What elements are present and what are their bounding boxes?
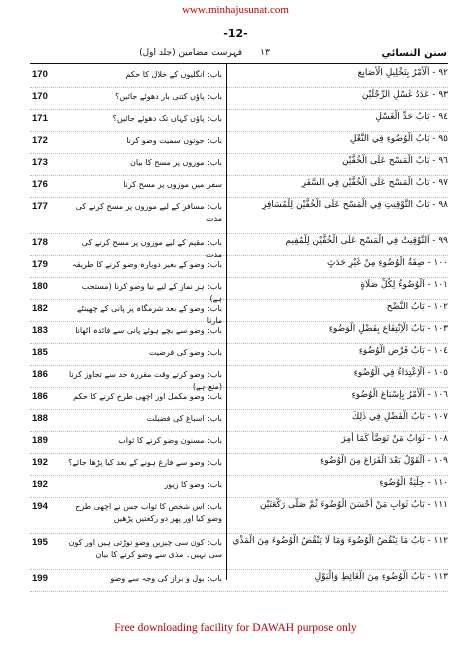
- toc-page-number: 170: [32, 91, 48, 102]
- toc-arabic-text: بَابُ الْوُضُوءِ مِنَ الْغَائِطِ وَالْبَوْلِ: [314, 572, 425, 582]
- toc-urdu-title: باب: وضو کا زیور: [164, 480, 222, 489]
- toc-urdu-title: باب: جوتوں سمیت وضو کرنا: [126, 136, 222, 145]
- toc-arabic-title: ١٠٦ - اَلْأَمْرُ بِإِسْبَاغِ الْوُضُوءِ: [351, 390, 448, 400]
- toc-arabic-text: بَابُ الْمَسْحِ عَلَى الْخُفَّيْنِ: [341, 156, 430, 166]
- toc-arabic-text: بَابُ الْاِنْتِفَاعِ بِفَضْلِ الْوَضُوءِ: [328, 324, 425, 334]
- toc-page-number: 170: [32, 69, 48, 80]
- toc-arabic-title: ٩٩ - اَلتَّوْقِيتُ فِي الْمَسْحِ عَلَى الْخُفَّيْنِ لِلْمُقِيمِ: [285, 236, 448, 246]
- toc-arabic-text: بَابُ ثَوَابِ مَنْ أَحْسَنَ الْوُضُوءَ ثُمَّ صَلَّى رَكْعَتَيْنِ: [259, 500, 425, 510]
- toc-row: [30, 300, 448, 325]
- toc-arabic-title: ٩٣ - عَدَدُ غَسْلِ الرِّجْلَيْنِ: [361, 90, 448, 100]
- toc-row: [30, 534, 448, 570]
- toc-page-number: 199: [32, 573, 48, 584]
- toc-row: [30, 344, 448, 366]
- footer-notice: Free downloading facility for DAWAH purpose only: [114, 622, 357, 634]
- toc-row: [30, 570, 448, 592]
- toc-row: [30, 322, 448, 344]
- toc-entry-number: ٩٩: [438, 236, 448, 246]
- toc-arabic-title: ١٠٨ - ثَوَابُ مَنْ تَوَضَّأَ كَمَا أُمِرَ: [341, 434, 448, 444]
- toc-page-number: 173: [32, 157, 48, 168]
- toc-urdu-title: باب: پاؤں کتنی بار دھوئے جائیں؟: [114, 92, 222, 101]
- toc-arabic-title: ٩٤ - بَابُ حَدِّ الْغَسْلِ: [375, 112, 448, 122]
- toc-row: [30, 66, 448, 88]
- toc-arabic-title: ١١١ - بَابُ ثَوَابِ مَنْ أَحْسَنَ الْوُضُوءَ ثُمَّ صَلَّى رَكْعَتَيْنِ: [259, 500, 448, 510]
- toc-arabic-text: صِفَةُ الْوُضُوءِ مِنْ غَيْرِ حَدَثٍ: [327, 258, 425, 268]
- toc-page-number: 177: [32, 201, 48, 212]
- toc-row: [30, 432, 448, 454]
- toc-entry-number: ١٠٩: [433, 456, 448, 466]
- toc-arabic-title: ١١٣ - بَابُ الْوُضُوءِ مِنَ الْغَائِطِ وَالْبَوْلِ: [314, 572, 448, 582]
- toc-arabic-title: ١٠٤ - بَابُ فَرْضِ الْوُضُوءِ: [358, 346, 448, 356]
- toc-page-number: 192: [32, 479, 48, 490]
- toc-page-number: 186: [32, 369, 48, 380]
- toc-page-number: 192: [32, 457, 48, 468]
- toc-entry-number: ١٠٧: [433, 412, 448, 422]
- toc-page-number: 176: [32, 179, 48, 190]
- toc-urdu-title: باب: کون سی چیزیں وضو توڑتی ہیں اور کون سی نہیں۔ مذی سے وضو کرنے کا بیان: [68, 538, 222, 559]
- toc-row: [30, 110, 448, 132]
- toc-urdu-title: باب: مسافر کے لیے موزوں پر مسح کرنے کی مدت: [75, 202, 222, 223]
- toc-arabic-text: ثَوَابُ مَنْ تَوَضَّأَ كَمَا أُمِرَ: [341, 434, 425, 444]
- toc-page-number: 194: [32, 501, 48, 512]
- toc-arabic-title: ١٠٢ - بَابُ النَّضْحِ: [386, 302, 448, 312]
- toc-urdu-title: باب: مقیم کے لیے موزوں پر مسح کرنے کی مدت: [81, 238, 222, 259]
- toc-entry-number: ٩٦: [438, 156, 448, 166]
- toc-urdu-title: باب: وضو سے بچے ہوئے پانی سے فائدہ اٹھانا: [75, 326, 222, 335]
- toc-arabic-text: بَابُ النَّضْحِ: [386, 302, 425, 312]
- toc-arabic-text: بَابُ حَدِّ الْغَسْلِ: [375, 112, 430, 122]
- toc-entry-number: ١٠٦: [433, 390, 448, 400]
- toc-entry-number: ٩٤: [438, 112, 448, 122]
- toc-row: [30, 388, 448, 410]
- toc-arabic-title: ١٠٠ - صِفَةُ الْوُضُوءِ مِنْ غَيْرِ حَدَثٍ: [327, 258, 448, 268]
- toc-arabic-text: اَلتَّوْقِيتُ فِي الْمَسْحِ عَلَى الْخُفَّيْنِ لِلْمُقِيمِ: [285, 236, 430, 246]
- toc-arabic-title: ١٠٧ - بَابُ الْفَضْلِ فِي ذٰلِكَ: [351, 412, 448, 422]
- toc-arabic-title: ١١٢ - بَابُ مَا يَنْقُضُ الْوُضُوءَ وَمَا لَا يَنْقُضُ الْوُضُوءَ مِنَ الْمَذْيِ: [232, 536, 448, 546]
- toc-row: [30, 366, 448, 391]
- toc-arabic-title: ١٠٣ - بَابُ الْاِنْتِفَاعِ بِفَضْلِ الْوَضُوءِ: [328, 324, 448, 334]
- book-title: سنن النسائي: [381, 48, 447, 59]
- toc-entry-number: ٩٨: [438, 200, 448, 210]
- toc-arabic-text: بَابُ الْفَضْلِ فِي ذٰلِكَ: [351, 412, 425, 422]
- toc-urdu-title: سفر میں موزوں پر مسح کرنا: [123, 180, 222, 189]
- toc-arabic-text: بَابُ الْمَسْحِ عَلَى الْخُفَّيْنِ فِي السَّفَرِ: [301, 178, 430, 188]
- toc-page-number: 195: [32, 537, 48, 548]
- toc-page-number: 180: [32, 281, 48, 292]
- toc-entry-number: ١٠٣: [433, 324, 448, 334]
- toc-arabic-text: اَلْأَمْرُ بِتَخْلِيلِ الْأَصَابِعِ: [357, 68, 430, 78]
- toc-row: [30, 256, 448, 278]
- toc-urdu-title: باب: وضو کے بعد شرمگاہ پر پانی کے چھینٹے مارنا: [76, 304, 222, 325]
- toc-page-number: 186: [32, 391, 48, 402]
- toc-arabic-title: ١٠٩ - اَلْقَوْلُ بَعْدَ الْفَرَاغِ مِنَ الْوُضُوءِ: [320, 456, 448, 466]
- toc-row: [30, 476, 448, 498]
- toc-row: [30, 176, 448, 198]
- toc-entry-number: ٩٣: [438, 90, 448, 100]
- table-of-contents: [30, 66, 448, 584]
- header-mark: ١٣: [260, 48, 270, 58]
- header-rule: [30, 63, 448, 64]
- toc-arabic-text: حِلْيَةُ الْوُضُوءِ: [379, 478, 425, 488]
- toc-urdu-title: باب: وضو مکمل اور اچھی طرح کرنے کا حکم: [73, 392, 222, 401]
- toc-urdu-title: باب: اسباغ کی فضیلت: [146, 414, 222, 423]
- toc-entry-number: ٩٧: [438, 178, 448, 188]
- toc-row: [30, 498, 448, 534]
- toc-arabic-text: اَلْوُضُوءُ لِكُلِّ صَلَاةٍ: [360, 280, 425, 290]
- toc-arabic-text: اَلْاِعْتِدَاءُ فِي الْوُضُوءِ: [353, 368, 425, 378]
- toc-arabic-title: ٩٢ - اَلْأَمْرُ بِتَخْلِيلِ الْأَصَابِعِ: [357, 68, 448, 78]
- toc-row: [30, 454, 448, 476]
- toc-page-number: 185: [32, 347, 48, 358]
- toc-arabic-title: ١٠١ - اَلْوُضُوءُ لِكُلِّ صَلَاةٍ: [360, 280, 448, 290]
- toc-page-number: 188: [32, 413, 48, 424]
- toc-row: [30, 132, 448, 154]
- toc-entry-number: ١٠٨: [433, 434, 448, 444]
- toc-arabic-text: بَابُ التَّوْقِيتِ فِي الْمَسْحِ عَلَى الْخُفَّيْنِ لِلْمُسَافِرِ: [262, 200, 430, 210]
- toc-urdu-title: باب: مسنون وضو کرنے کا ثواب: [118, 436, 222, 445]
- toc-entry-number: ١١١: [433, 500, 448, 510]
- toc-page-number: 171: [32, 113, 48, 124]
- page-number: -12-: [223, 27, 248, 40]
- toc-urdu-title: باب: پاؤں کہاں تک دھوئے جائیں؟: [112, 114, 222, 123]
- toc-arabic-text: عَدَدُ غَسْلِ الرِّجْلَيْنِ: [361, 90, 430, 100]
- toc-arabic-title: ٩٨ - بَابُ التَّوْقِيتِ فِي الْمَسْحِ عَلَى الْخُفَّيْنِ لِلْمُسَافِرِ: [262, 200, 448, 210]
- toc-page-number: 178: [32, 237, 48, 248]
- toc-row: [30, 154, 448, 176]
- toc-urdu-title: باب: انگلیوں کے خلال کا حکم: [125, 70, 222, 79]
- toc-row: [30, 234, 448, 259]
- toc-arabic-title: ١١٠ - حِلْيَةُ الْوُضُوءِ: [379, 478, 448, 488]
- toc-entry-number: ١٠٥: [433, 368, 448, 378]
- toc-page-number: 189: [32, 435, 48, 446]
- toc-row: [30, 198, 448, 234]
- toc-entry-number: ١٠٢: [433, 302, 448, 312]
- toc-urdu-title: باب: وضو کرتے وقت مقررہ حد سے تجاوز کرنا (منع ہے): [69, 370, 222, 391]
- toc-entry-number: ١٠٤: [433, 346, 448, 356]
- toc-entry-number: ٩٢: [438, 68, 448, 78]
- toc-arabic-title: ٩٧ - بَابُ الْمَسْحِ عَلَى الْخُفَّيْنِ فِي السَّفَرِ: [301, 178, 448, 188]
- toc-entry-number: ١١٢: [433, 536, 448, 546]
- toc-page-number: 182: [32, 303, 48, 314]
- toc-urdu-title: باب: وضو کی فرضیت: [148, 348, 222, 357]
- toc-arabic-title: ٩٦ - بَابُ الْمَسْحِ عَلَى الْخُفَّيْنِ: [341, 156, 448, 166]
- toc-arabic-text: اَلْقَوْلُ بَعْدَ الْفَرَاغِ مِنَ الْوُضُوءِ: [320, 456, 425, 466]
- toc-row: [30, 278, 448, 303]
- toc-entry-number: ٩٥: [438, 134, 448, 144]
- toc-page-number: 172: [32, 135, 48, 146]
- contents-title: فہرست مضامین (جلد اول): [139, 48, 242, 58]
- toc-urdu-title: باب: وضو سے فارغ ہونے کے بعد کیا پڑھا جائے؟: [68, 458, 222, 467]
- toc-arabic-title: ٩٥ - بَابُ الْوُضُوءِ فِي النَّعْلِ: [349, 134, 448, 144]
- toc-page-number: 183: [32, 325, 48, 336]
- toc-arabic-text: بَابُ فَرْضِ الْوُضُوءِ: [358, 346, 425, 356]
- toc-urdu-title: باب: بول و براز کی وجہ سے وضو: [110, 574, 222, 583]
- toc-row: [30, 410, 448, 432]
- site-url[interactable]: www.minhajusunat.com: [182, 4, 289, 16]
- toc-arabic-title: ١٠٥ - اَلْاِعْتِدَاءُ فِي الْوُضُوءِ: [353, 368, 448, 378]
- toc-entry-number: ١١٠: [433, 478, 448, 488]
- toc-arabic-text: بَابُ الْوُضُوءِ فِي النَّعْلِ: [349, 134, 430, 144]
- toc-urdu-title: باب: ہر نماز کے لیے نیا وضو کرنا (مستحب ہے): [81, 282, 222, 303]
- toc-entry-number: ١٠١: [433, 280, 448, 290]
- toc-arabic-text: اَلْأَمْرُ بِإِسْبَاغِ الْوُضُوءِ: [351, 390, 425, 400]
- toc-urdu-title: باب: اس شخص کا ثواب جس نے اچھی طرح وضو کیا اور پھر دو رکعتیں پڑھیں: [75, 502, 222, 523]
- toc-arabic-text: بَابُ مَا يَنْقُضُ الْوُضُوءَ وَمَا لَا يَنْقُضُ الْوُضُوءَ مِنَ الْمَذْيِ: [232, 536, 425, 546]
- toc-entry-number: ١١٣: [433, 572, 448, 582]
- toc-urdu-title: باب: موزوں پر مسح کا بیان: [129, 158, 222, 167]
- toc-page-number: 179: [32, 259, 48, 270]
- toc-entry-number: ١٠٠: [433, 258, 448, 268]
- toc-urdu-title: باب: وضو کے بغیر دوبارہ وضو کرنے کا طریقہ: [72, 260, 222, 269]
- toc-row: [30, 88, 448, 110]
